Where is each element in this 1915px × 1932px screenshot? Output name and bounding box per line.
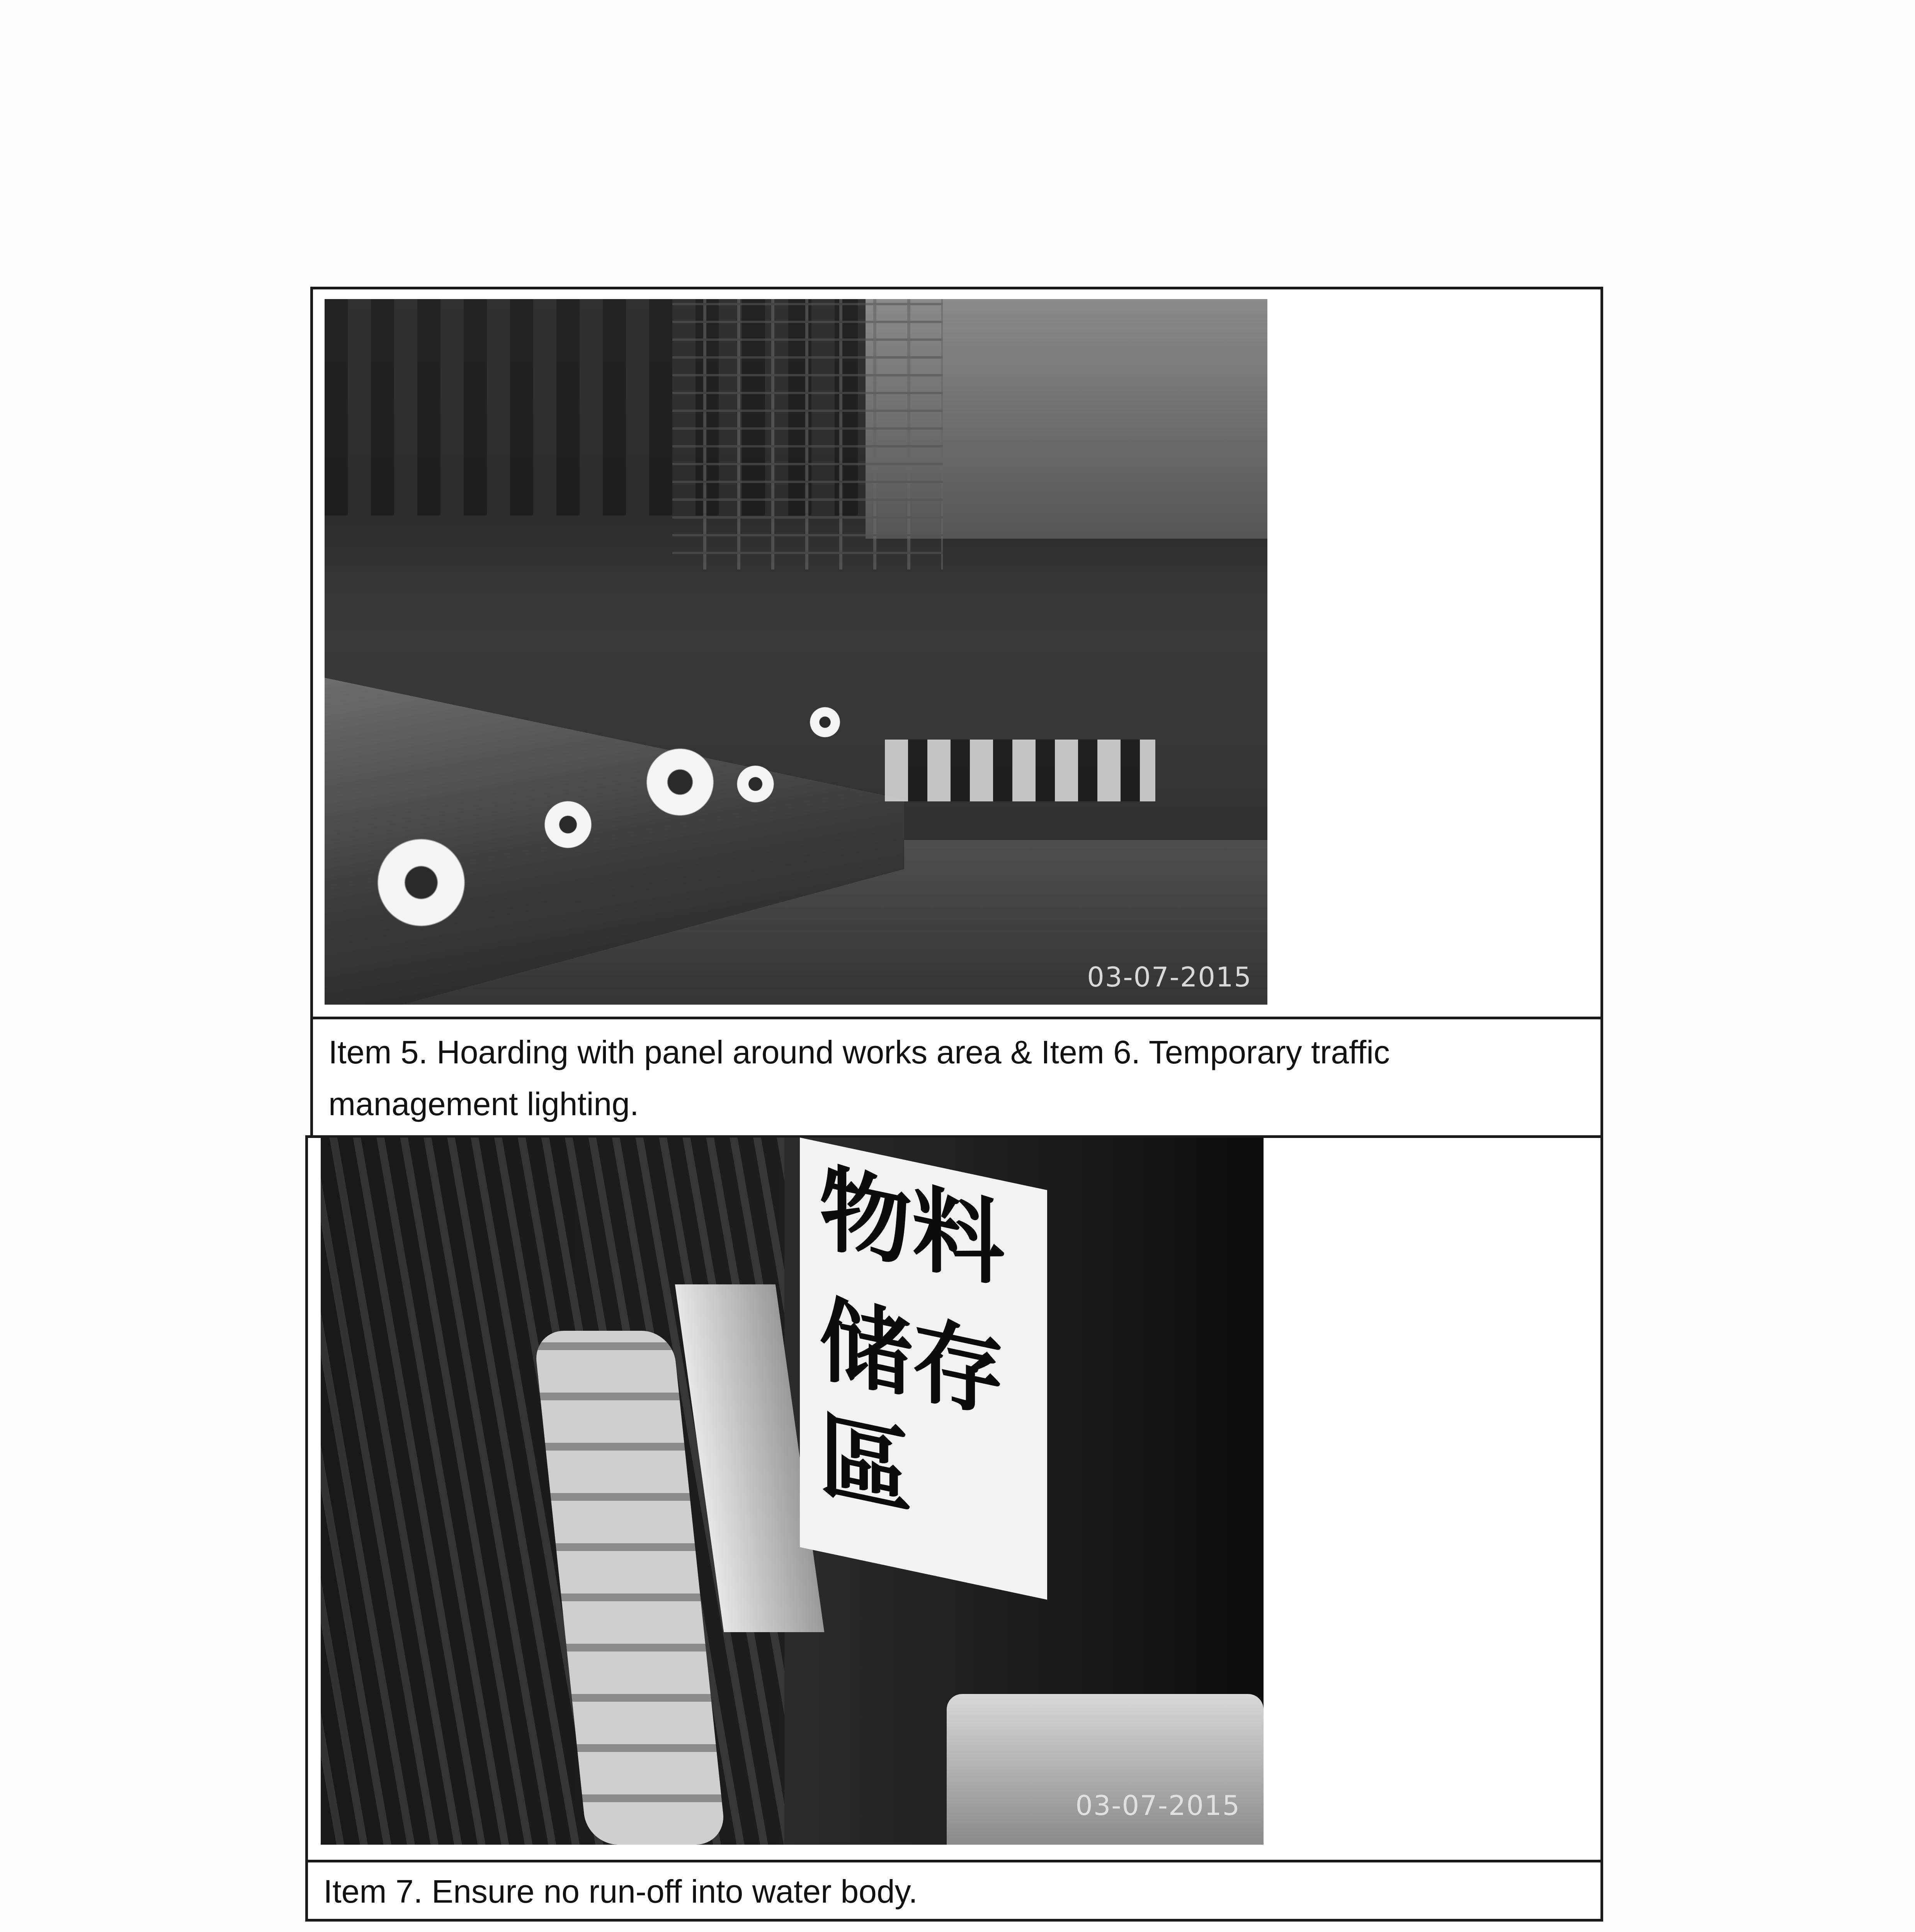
flower-graphic	[371, 832, 471, 933]
sign-line: 储存區	[819, 1284, 1005, 1529]
flower-graphic	[808, 705, 842, 740]
caption-item-7	[305, 1860, 1603, 1922]
sandbag-photo	[321, 1138, 1264, 1845]
barrier-rail	[947, 1694, 1264, 1845]
caption-line: Item 7. Ensure no run-off into water body.	[323, 1873, 918, 1910]
flower-graphic	[734, 763, 777, 805]
scaffolding	[672, 299, 943, 570]
caption-item-5-6	[310, 1017, 1603, 1138]
caption-line: management lighting.	[328, 1086, 639, 1122]
sign-line: 物料	[819, 1153, 1005, 1301]
caption-line: Item 5. Hoarding with panel around works area & Item 6. Temporary traffic	[328, 1034, 1390, 1070]
hoarding-photo	[325, 299, 1267, 1005]
photo-date-stamp: 03-07-2015	[1075, 1790, 1240, 1821]
traffic-barriers	[885, 740, 1155, 801]
storage-sign-text	[819, 1149, 1012, 1553]
flower-graphic	[641, 743, 719, 821]
flower-graphic	[541, 798, 595, 852]
photo-date-stamp: 03-07-2015	[1087, 961, 1252, 993]
